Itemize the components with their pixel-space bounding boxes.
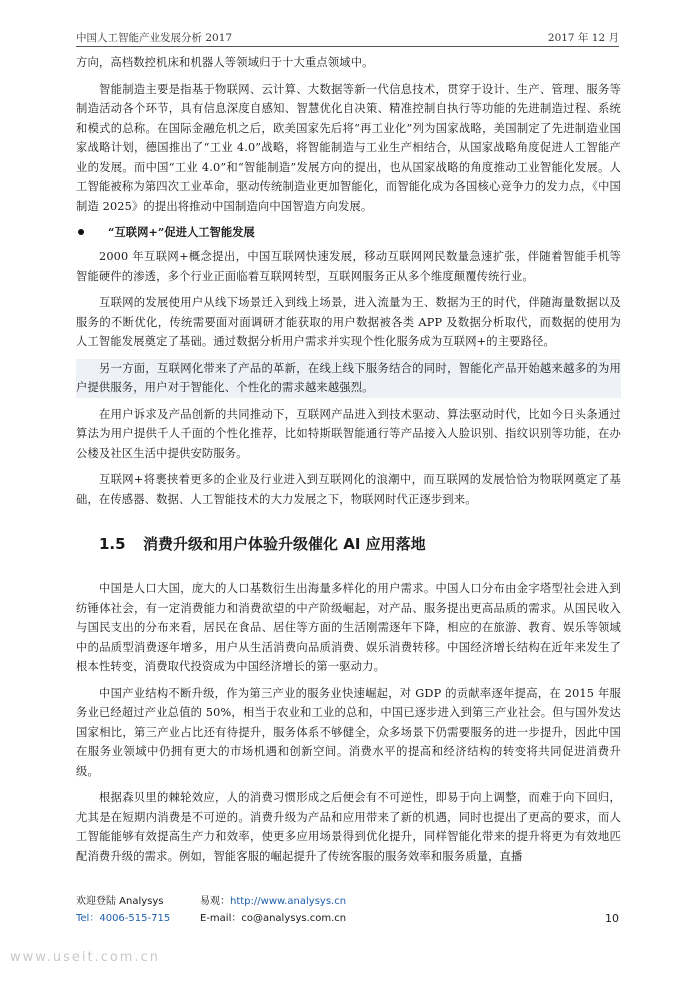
bullet-heading-text: “互联网+”促进人工智能发展 (108, 225, 255, 239)
document-body (76, 53, 621, 873)
section-number: 1.5 (99, 535, 126, 553)
footer-tel: Tel：4006-515-715 (76, 913, 171, 924)
paragraph: 中国产业结构不断升级，作为第三产业的服务业快速崛起，对 GDP 的贡献率逐年提高，在 2015 年服务业已经超过产业总值的 50%，相当于农业和工业的总和，中国已逐步进入到第三产业社会。但与国外发达国家相比，第三产业占比还有待提升，服务体系不够健全，众多场景下仍需要服务的进一步提升，因此中国在服务业领域中仍拥有更大的市场机遇和创新空间。消费水平的提高和经济结构的转变将共同促进消费升级。 (76, 686, 621, 778)
paragraph: 2000 年互联网+概念提出，中国互联网快速发展，移动互联网网民数量急速扩张，伴随着智能手机等智能硬件的渗透，多个行业正面临着互联网转型，互联网服务正从多个维度颠覆传统行业。 (76, 250, 621, 283)
paragraph: 另一方面，互联网化带来了产品的革新，在线上线下服务结合的同时，智能化产品开始越来越多的为用户提供服务，用户对于智能化、个性化的需求越来越强烈。 (76, 359, 621, 398)
header-date: 2017 年 12 月 (547, 32, 619, 44)
paragraph: 根据森贝里的棘轮效应，人的消费习惯形成之后便会有不可逆性，即易于向上调整，而难于向下回归，尤其是在短期内消费是不可逆的。消费升级为产品和应用带来了新的机遇，同时也提出了更高的要求，而人工智能能够有效提高生产力和效率，使更多应用场景得到优化提升，同样智能化带来的提升将更为有效地匹配消费升级的需求。例如，智能客服的崛起提升了传统客服的服务效率和服务质量，直播 (76, 791, 621, 863)
footer-site-link[interactable]: http://www.analysys.cn (230, 896, 347, 907)
section-title: 消费升级和用户体验升级催化 AI 应用落地 (143, 535, 426, 553)
paragraph: 互联网的发展使用户从线下场景迁入到线上场景，进入流量为王、数据为王的时代，伴随海量数据以及服务的不断优化，传统需要面对面调研才能获取的用户数据被各类 APP 及数据分析取代，而数据的使用为人工智能发展奠定了基础。通过数据分析用户需求并实现个性化服务成为互联网+的主要路径。 (76, 296, 621, 348)
paragraph: 智能制造主要是指基于物联网、云计算、大数据等新一代信息技术，贯穿于设计、生产、管理、服务等制造活动各个环节，具有信息深度自感知、智慧优化自决策、精准控制自执行等功能的先进制造过程、系统和模式的总称。在国际金融危机之后，欧美国家先后将“再工业化”列为国家战略，美国制定了先进制造业国家战略计划，德国推出了“工业 4.0”战略，将智能制造与工业生产相结合，从国家战略角度促进人工智能产业的发展。而中国“工业 4.0”和“智能制造”发展方向的提出，也从国家战略的角度推动工业智能化发展。人工智能被称为第四次工业革命，驱动传统制造业更加智能化，而智能化成为各国核心竞争力的发力点，《中国制造 2025》的提出将推动中国制造向中国智造方向发展。 (76, 82, 621, 213)
footer-email[interactable]: E-mail：co@analysys.com.cn (200, 913, 347, 924)
footer-site-label: 易观： (200, 896, 230, 907)
bullet-dot-icon (78, 229, 84, 235)
page-header (76, 30, 619, 47)
page-footer (76, 893, 619, 927)
section-heading (76, 533, 621, 555)
paragraph: 在用户诉求及产品创新的共同推动下，互联网产品进入到技术驱动、算法驱动时代，比如今日头条通过算法为用户提供千人千面的个性化推荐，比如特斯联智能通行等产品接入人脸识别、指纹识别等功能，在办公楼及社区生活中提供安防服务。 (76, 407, 621, 460)
footer-welcome: 欢迎登陆 Analysys (76, 896, 164, 907)
header-title: 中国人工智能产业发展分析 2017 (76, 32, 233, 44)
footer-site-group (200, 893, 346, 910)
paragraph: 中国是人口大国，庞大的人口基数衍生出海量多样化的用户需求。中国人口分布由金字塔型社会进入到纺锤体社会，有一定消费能力和消费欲望的中产阶级崛起，对产品、服务提出更高品质的需求。从国民收入与国民支出的分布来看，居民在食品、居住等方面的生活刚需逐年下降，相应的在旅游、教育、娱乐等领域中的品质型消费逐年增多，用户从生活消费向品质消费、娱乐消费转移。中国经济增长结构在近年来发生了根本性转变，消费取代投资成为中国经济增长的第一驱动力。 (76, 582, 621, 673)
paragraph: 方向，高档数控机床和机器人等领域归于十大重点领域中。 (76, 56, 374, 69)
page-number: 10 (605, 912, 619, 925)
watermark: www.useit.com.cn (10, 950, 160, 965)
bullet-heading (76, 223, 621, 241)
paragraph: 互联网+将裹挟着更多的企业及行业进入到互联网化的浪潮中，而互联网的发展恰恰为物联网奠定了基础，在传感器、数据、人工智能技术的大力发展之下，物联网时代正逐步到来。 (76, 473, 621, 506)
